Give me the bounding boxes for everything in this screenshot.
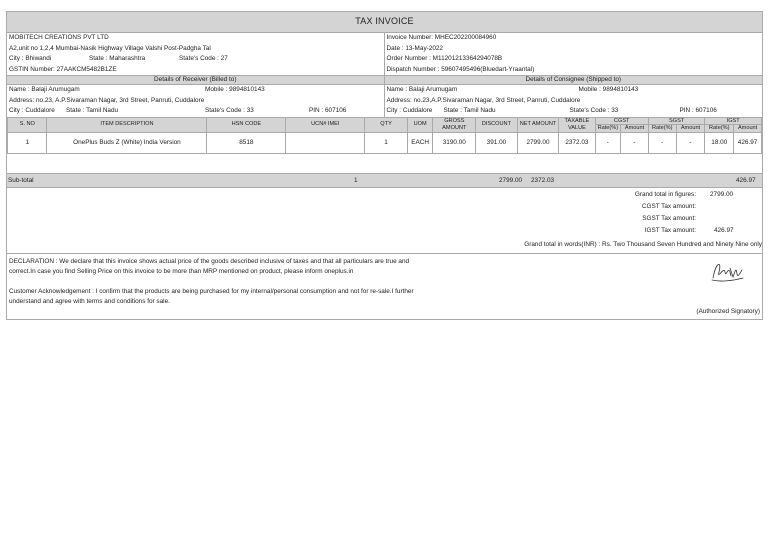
billed-address: Address: no.23, A.P.Sivaraman Nagar, 3rd Street, Panruti, Cuddalore (9, 96, 205, 104)
invoice-date: Date : 13-May-2022 (386, 44, 443, 52)
seller-city-line (7, 54, 384, 65)
igst-total-label: IGST Tax amount: (644, 227, 696, 235)
shipped-city: City : Cuddalore (386, 107, 433, 115)
col-imei: UCN# IMEI (286, 117, 365, 133)
cell-cgst-rate: - (595, 133, 621, 154)
col-discount: DISCOUNT (476, 117, 518, 133)
billed-city-line (7, 106, 384, 117)
col-igst-rate: Rate(%) (705, 125, 734, 133)
subtotal-qty: 1 (354, 177, 358, 185)
invoice-body (6, 33, 763, 320)
col-cgst: CGST (595, 117, 648, 125)
grand-total-words: Grand total in words(INR) : Rs. Two Thousand Seven Hundred and Ninety Nine only (524, 241, 762, 249)
billed-state-code: State's Code : 33 (205, 107, 254, 115)
seller-state-code: State's Code : 27 (179, 55, 228, 63)
subtotal-label: Sub-total (8, 177, 34, 185)
cell-net: 2799.00 (517, 133, 559, 154)
seller-name: MOBITECH CREATIONS PVT LTD (9, 34, 109, 42)
billed-to-heading: Details of Receiver (Billed to) (7, 75, 384, 85)
col-qty: QTY (365, 117, 408, 133)
cell-igst-rate: 18.00 (705, 133, 734, 154)
items-table (7, 117, 762, 155)
subtotal-taxable: 2372.03 (531, 177, 555, 185)
cgst-total-label: CGST Tax amount: (641, 203, 696, 211)
shipped-state: State : Tamil Nadu (443, 107, 496, 115)
authorized-signatory: (Authorized Signatory) (696, 308, 760, 316)
cell-gross: 3190.00 (433, 133, 476, 154)
invoice-number: Invoice Number: MHEC202200084960 (386, 34, 497, 42)
billed-pin: PIN : 607106 (309, 107, 347, 115)
shipped-name: Name : Balaji Arumugam (386, 86, 458, 94)
shipped-name-line (385, 85, 763, 96)
cell-desc: OnePlus Buds Z (White) India Version (47, 133, 207, 154)
col-sgst-amount: Amount (676, 125, 705, 133)
dispatch-number: Dispatch Number : 59607495496(Bluedart-Yraantal) (386, 65, 535, 73)
party-section (7, 75, 762, 117)
invoice-title: TAX INVOICE (355, 16, 414, 27)
sgst-total-label: SGST Tax amount: (642, 215, 696, 223)
grand-total-value: 2799.00 (710, 191, 734, 199)
header-section (7, 33, 762, 75)
cell-qty: 1 (365, 133, 408, 154)
billed-name: Name : Balaji Arumugam (9, 86, 80, 94)
col-cgst-amount: Amount (621, 125, 649, 133)
cell-sgst-rate: - (648, 133, 676, 154)
order-number: Order Number : M11201213364294078B (386, 55, 503, 63)
billed-state: State : Tamil Nadu (66, 107, 119, 115)
cell-imei (286, 133, 365, 154)
seller-state: State : Maharashtra (89, 55, 146, 63)
table-header-row (8, 117, 762, 125)
col-desc: ITEM DESCRIPTION (47, 117, 207, 133)
cell-taxable: 2372.03 (559, 133, 595, 154)
acknowledgement-line-1: Customer Acknowledgement : I confirm that the products are being purchased for my internal/personal consumption and not for re-sale.I further (9, 288, 414, 296)
totals-section (7, 188, 762, 254)
billed-to-block (7, 75, 385, 117)
col-sgst-rate: Rate(%) (648, 125, 676, 133)
invoice-title-bar (6, 11, 763, 33)
invoice (6, 11, 763, 320)
signature-image (710, 258, 744, 284)
col-sno: S. NO (8, 117, 47, 133)
shipped-city-line (385, 106, 763, 117)
cell-igst-amount: 426.97 (734, 133, 762, 154)
cell-cgst-amount: - (621, 133, 649, 154)
seller-address: A2,unit no 1,2,4 Mumbai-Nasik Highway Village Valshi Post-Padgha Tal (9, 44, 211, 52)
seller-city: City : Bhiwandi (9, 55, 52, 63)
col-gross: GROSS AMOUNT (433, 117, 476, 133)
col-net: NET AMOUNT (517, 117, 559, 133)
subtotal-net: 2799.00 (499, 177, 523, 185)
shipped-pin: PIN : 607106 (679, 107, 717, 115)
cell-sgst-amount: - (676, 133, 705, 154)
col-uom: UOM (407, 117, 433, 133)
shipped-to-block (385, 75, 763, 117)
billed-city: City : Cuddalore (9, 107, 55, 115)
igst-total-value: 426.97 (714, 227, 734, 235)
declaration-line-2: correct.In case you find Selling Price on this invoice to be more than MRP mentioned on product, please inform oneplus.in (9, 268, 354, 276)
declaration-section (7, 254, 762, 320)
seller-block (7, 33, 385, 75)
shipped-state-code: State's Code : 33 (569, 107, 619, 115)
blank-row (7, 154, 762, 174)
grand-total-label: Grand total in figures: (634, 191, 696, 199)
subtotal-igst: 426.97 (736, 177, 756, 185)
cell-sno: 1 (8, 133, 47, 154)
seller-gstin: GSTIN Number: 27AAKCM5482B1ZE (9, 65, 117, 73)
cell-hsn: 8518 (207, 133, 286, 154)
billed-name-line (7, 85, 384, 96)
col-sgst: SGST (648, 117, 705, 125)
invoice-meta-block (385, 33, 763, 75)
shipped-to-heading: Details of Consignee (Shipped to) (385, 75, 763, 85)
col-igst: IGST (705, 117, 762, 125)
subtotal-row (7, 174, 762, 188)
col-hsn: HSN CODE (207, 117, 286, 133)
billed-mobile: Mobile : 9894810143 (205, 86, 265, 94)
cell-uom: EACH (407, 133, 433, 154)
cell-discount: 391.00 (476, 133, 518, 154)
col-igst-amount: Amount (734, 125, 762, 133)
col-taxable: TAXABLE VALUE (559, 117, 595, 133)
table-row (8, 133, 762, 154)
acknowledgement-line-2: understand and agree with terms and conditions for sale. (9, 298, 170, 306)
shipped-address: Address: no.23,A.P.Sivaraman Nagar, 3rd Street, Panruti, Cuddalore (386, 96, 581, 104)
col-cgst-rate: Rate(%) (595, 125, 621, 133)
shipped-mobile: Mobile : 9894810143 (578, 86, 639, 94)
declaration-line-1: DECLARATION : We declare that this invoice shows actual price of the goods described inclusive of taxes and that all particulars are true and (9, 258, 410, 266)
